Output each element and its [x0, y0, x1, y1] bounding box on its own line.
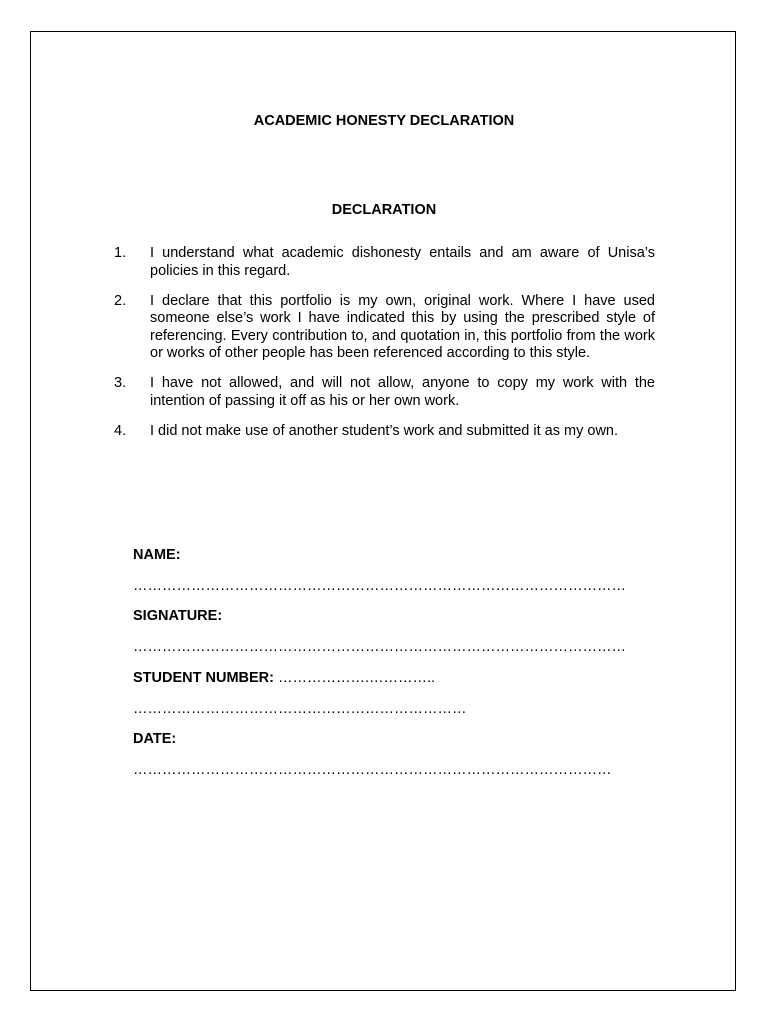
item-number: 4. [114, 422, 127, 439]
item-text: I understand what academic dishonesty entails and am aware of Unisa’s policies in this regard. [150, 245, 655, 279]
declaration-item-3 [114, 375, 655, 410]
item-text: I declare that this portfolio is my own, original work. Where I have used someone else’s work I have indicated this by using the prescribed style of referencing. Every contribution to, and quotation in, this portfolio from the work or works of other people has been referenced according to this style. [150, 292, 655, 361]
item-text: I did not make use of another student’s work and submitted it as my own. [150, 422, 619, 439]
declaration-list [114, 245, 655, 440]
item-text: I have not allowed, and will not allow, anyone to copy my work with the intention of passing it off as his or her own work. [150, 375, 655, 409]
item-number: 3. [114, 375, 127, 391]
item-number: 2. [114, 292, 127, 309]
student-number-inline-line[interactable]: ……………….………….. [278, 670, 436, 686]
document-title: ACADEMIC HONESTY DECLARATION [253, 113, 515, 129]
declaration-item-4 [114, 423, 655, 441]
signature-entry-line[interactable]: ………………………………………………………………………………………… [133, 639, 626, 655]
date-label: DATE: [133, 731, 177, 747]
student-number-label: STUDENT NUMBER: [133, 670, 274, 686]
declaration-item-1 [114, 245, 655, 280]
signature-label: SIGNATURE: [133, 608, 223, 624]
declaration-heading: DECLARATION [331, 202, 437, 218]
page-border [30, 31, 736, 991]
name-label: NAME: [133, 547, 181, 563]
student-number-field [133, 670, 435, 686]
name-entry-line[interactable]: ………………………………………………………………………………………… [133, 578, 626, 594]
declaration-item-2 [114, 293, 655, 363]
date-entry-line[interactable]: ……………………………………………………………………………………… [133, 762, 612, 778]
item-number: 1. [114, 245, 127, 261]
student-number-entry-line[interactable]: …………………………………………………………… [133, 701, 467, 717]
